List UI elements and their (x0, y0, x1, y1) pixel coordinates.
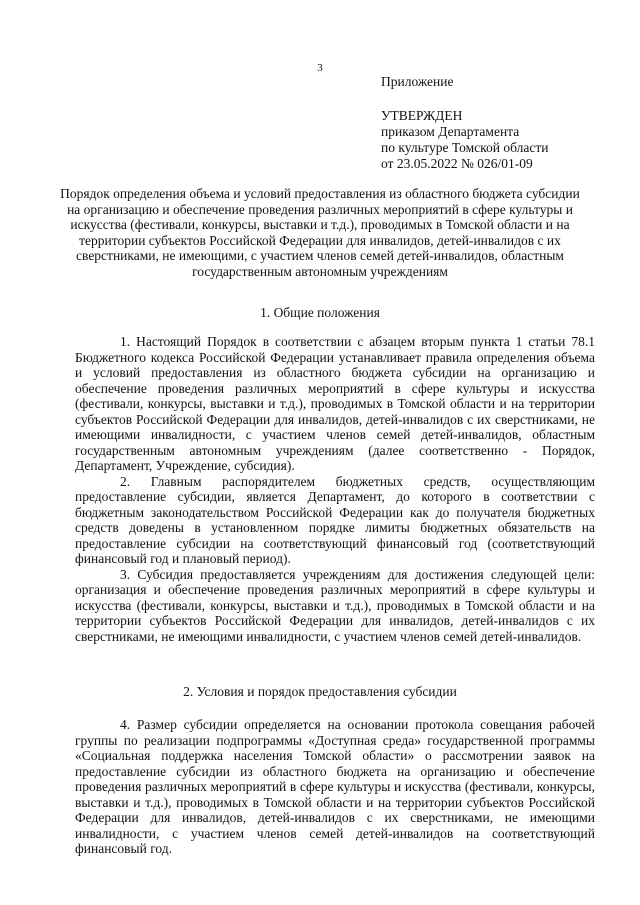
section-2-heading: 2. Условия и порядок предоставления субсидии (183, 684, 457, 699)
paragraph-1: 1. Настоящий Порядок в соответствии с абзацем вторым пункта 1 статьи 78.1 Бюджетного кодекса Российской Федерации устанавливает правила определения объема и условий предоставления из областного бюджета субсидии на организацию и обеспечение проведения различных мероприятий в сфере культуры и искусства (фестивали, конкурсы, выставки и т.д.), проводимых в Томской области и на территории субъектов Российской Федерации для инвалидов, детей-инвалидов с их сверстниками, не имеющими инвалидности, с участием членов семей детей-инвалидов, областным государственным автономным учреждениям (далее соответственно - Порядок, Департамент, Учреждение, субсидия). (75, 334, 595, 473)
page-number: 3 (317, 62, 323, 74)
paragraph-2: 2. Главным распорядителем бюджетных средств, осуществляющим предоставление субсидии, является Департамент, до которого в соответствии с бюджетным законодательством Российской Федерации как до получателя бюджетных средств доведены в установленном порядке лимиты бюджетных обязательств на предоставление субсидии на соответствующий финансовый год (соответствующий финансовый год и плановый период). (75, 473, 595, 566)
section-1-body (75, 334, 595, 644)
approval-line-3: от 23.05.2022 № 026/01-09 (381, 156, 533, 171)
approval-block (381, 74, 548, 172)
section-1-heading: 1. Общие положения (260, 305, 380, 320)
approval-line-1: приказом Департамента (381, 124, 520, 139)
section-2-body (75, 717, 595, 857)
appendix-label: Приложение (381, 74, 454, 89)
document-title: Порядок определения объема и условий предоставления из областного бюджета субсидии на организацию и обеспечение проведения различных мероприятий в сфере культуры и искусства (фестивали, конкурсы, выставки и т.д.), проводимых в Томской области и на территории субъектов Российской Федерации для инвалидов, детей-инвалидов с их сверстниками, не имеющими, с участием членов семей детей-инвалидов, областным государственным автономным учреждениям (60, 186, 580, 279)
approved-label: УТВЕРЖДЕН (381, 108, 463, 123)
paragraph-3: 3. Субсидия предоставляется учреждениям для достижения следующей цели: организация и обеспечение проведения различных мероприятий в сфере культуры и искусства (фестивали, конкурсы, выставки и т.д.), проводимых в Томской области и на территории субъектов Российской Федерации для инвалидов, детей-инвалидов с их сверстниками, не имеющими инвалидности, с участием членов семей детей-инвалидов. (75, 566, 595, 644)
paragraph-4: 4. Размер субсидии определяется на основании протокола совещания рабочей группы по реализации подпрограммы «Доступная среда» государственной программы «Социальная поддержка населения Томской области» о рассмотрении заявок на предоставление субсидии из областного бюджета на организацию и обеспечение проведения различных мероприятий в сфере культуры и искусства (фестивали, конкурсы, выставки и т.д.), проводимых в Томской области и на территории субъектов Российской Федерации для инвалидов, детей-инвалидов с их сверстниками, не имеющими инвалидности, с участием членов семей детей-инвалидов на соответствующий финансовый год. (75, 717, 595, 856)
approval-line-2: по культуре Томской области (381, 140, 549, 155)
